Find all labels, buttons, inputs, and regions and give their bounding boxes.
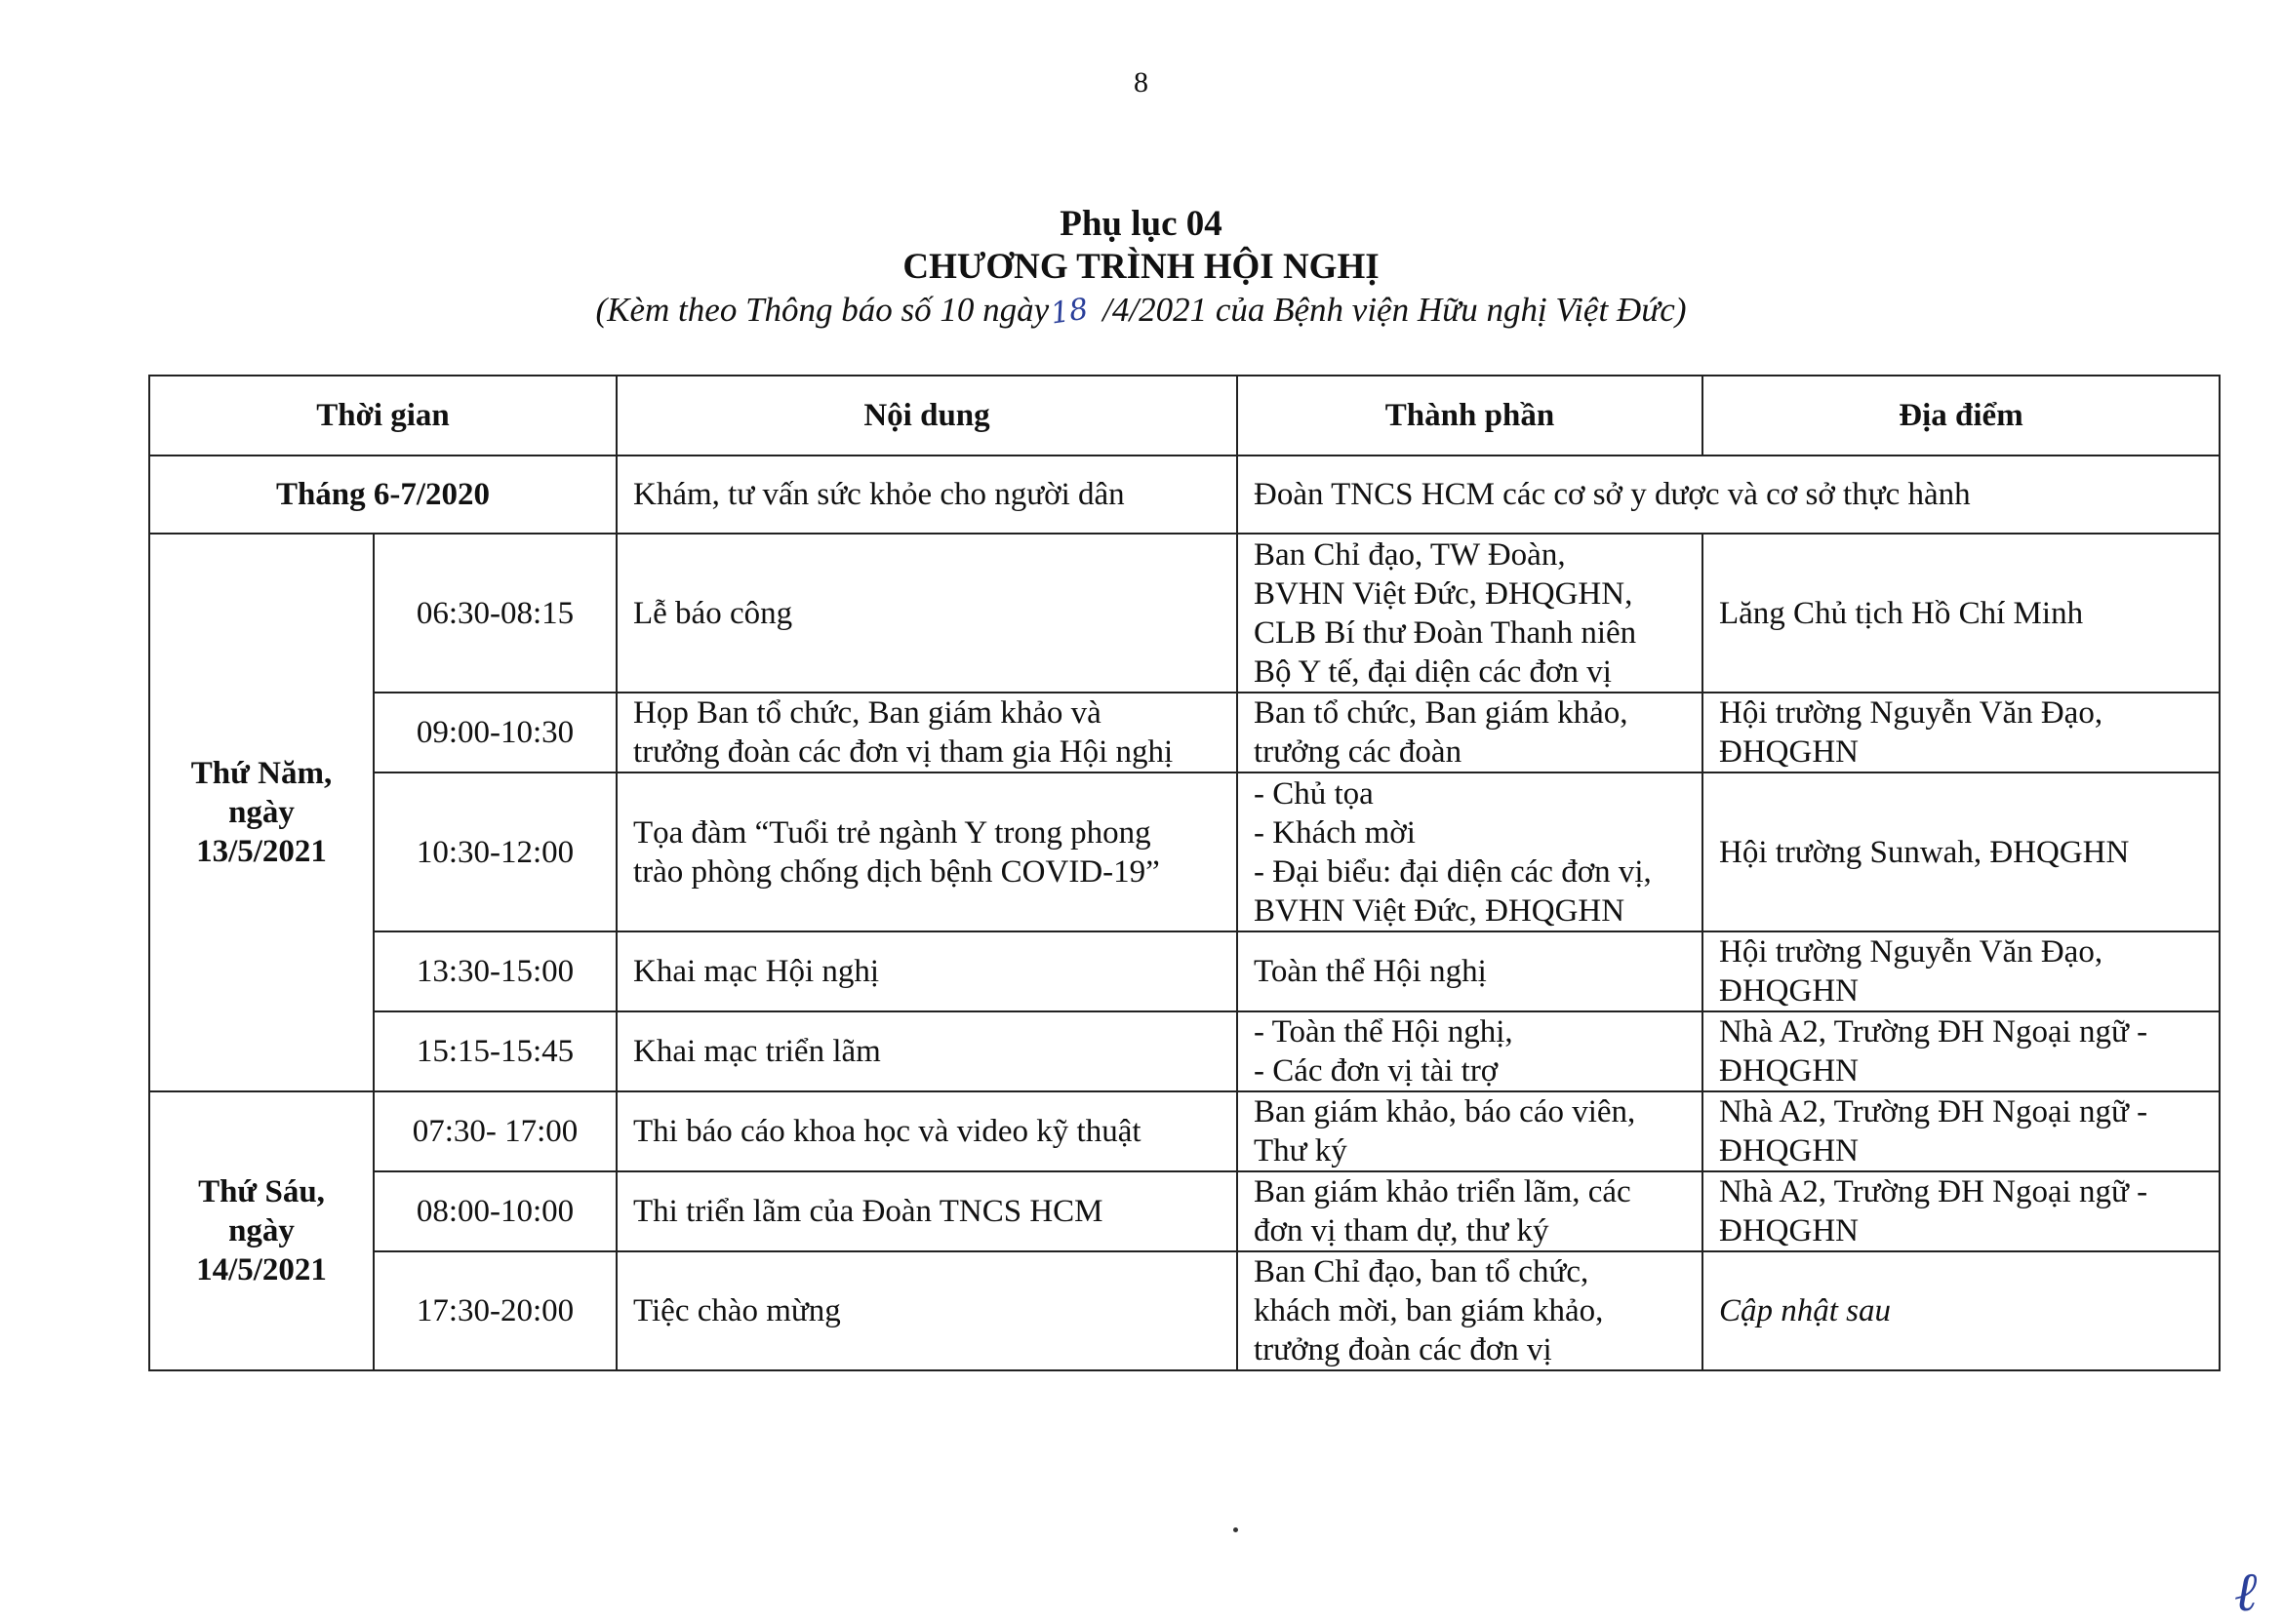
participants-line: Ban giám khảo triển lãm, các	[1254, 1174, 1631, 1209]
participants-cell	[1237, 693, 1702, 772]
location-cell	[1702, 1011, 2220, 1091]
participants-line: - Các đơn vị tài trợ	[1254, 1053, 1499, 1089]
location-cell	[1702, 534, 2220, 693]
table-row	[149, 1011, 2220, 1091]
table-row	[149, 1171, 2220, 1251]
participants-line: Toàn thể Hội nghị	[1254, 954, 1487, 989]
location-cell	[1702, 1251, 2220, 1370]
schedule-table	[148, 375, 2221, 1371]
participants-line: trưởng đoàn các đơn vị	[1254, 1332, 1552, 1367]
day-label-line: 14/5/2021	[196, 1252, 327, 1287]
time-cell: 17:30-20:00	[374, 1251, 617, 1370]
month-row	[149, 456, 2220, 534]
location-line: Hội trường Nguyễn Văn Đạo,	[1719, 934, 2103, 970]
content-cell	[617, 931, 1237, 1011]
time-cell: 08:00-10:00	[374, 1171, 617, 1251]
content-line: Thi báo cáo khoa học và video kỹ thuật	[633, 1114, 1141, 1149]
participants-line: - Chủ tọa	[1254, 775, 1374, 812]
participants-line: Ban Chỉ đạo, ban tổ chức,	[1254, 1254, 1589, 1289]
table-header-row	[149, 376, 2220, 456]
day-label-line: 13/5/2021	[196, 834, 327, 869]
document-subtitle: CHƯƠNG TRÌNH HỘI NGHỊ	[902, 247, 1380, 287]
location-line: ĐHQGHN	[1719, 1053, 1859, 1089]
content-line: Khai mạc Hội nghị	[633, 954, 880, 989]
participants-cell	[1237, 1011, 1702, 1091]
header-participants: Thành phần	[1237, 376, 1702, 456]
participants-cell	[1237, 1091, 1702, 1171]
content-cell	[617, 1171, 1237, 1251]
table-row	[149, 534, 2220, 693]
participants-line: trưởng các đoàn	[1254, 734, 1462, 770]
document-title: Phụ lục 04	[1060, 204, 1222, 244]
time-cell: 10:30-12:00	[374, 772, 617, 931]
location-line: Nhà A2, Trường ĐH Ngoại ngữ -	[1719, 1094, 2148, 1129]
location-cell	[1702, 1171, 2220, 1251]
participants-cell	[1237, 1251, 1702, 1370]
header-time: Thời gian	[149, 376, 617, 456]
table-row	[149, 693, 2220, 772]
participants-line: Ban Chỉ đạo, TW Đoàn,	[1254, 536, 1566, 573]
participants-line: Bộ Y tế, đại diện các đơn vị	[1254, 654, 1612, 690]
content-line: trào phòng chống dịch bệnh COVID-19”	[633, 853, 1160, 890]
participants-line: Thư ký	[1254, 1133, 1347, 1168]
initials-mark: ℓ	[2234, 1561, 2258, 1624]
day-label-line: ngày	[228, 795, 295, 830]
participants-cell	[1237, 931, 1702, 1011]
header-content: Nội dung	[617, 376, 1237, 456]
participants-cell	[1237, 1171, 1702, 1251]
month-participants-cell: Đoàn TNCS HCM các cơ sở y dược và cơ sở thực hành	[1237, 456, 2220, 534]
content-line: Tọa đàm “Tuổi trẻ ngành Y trong phong	[633, 814, 1151, 851]
document-reference-note	[0, 291, 2282, 330]
location-cell	[1702, 931, 2220, 1011]
location-cell	[1702, 772, 2220, 931]
day-label-cell	[149, 534, 374, 1091]
location-line: Cập nhật sau	[1719, 1293, 1892, 1328]
content-cell	[617, 1251, 1237, 1370]
content-line: trưởng đoàn các đơn vị tham gia Hội nghị	[633, 734, 1174, 770]
content-line: Lễ báo công	[633, 595, 793, 631]
location-line: Hội trường Sunwah, ĐHQGHN	[1719, 834, 2130, 870]
time-cell: 06:30-08:15	[374, 534, 617, 693]
content-line: Tiệc chào mừng	[633, 1293, 841, 1328]
day-label-line: ngày	[228, 1213, 295, 1248]
time-cell: 15:15-15:45	[374, 1011, 617, 1091]
table-row	[149, 772, 2220, 931]
location-line: Nhà A2, Trường ĐH Ngoại ngữ -	[1719, 1014, 2148, 1050]
table-row	[149, 1091, 2220, 1171]
day-label-line: Thứ Năm,	[190, 756, 333, 791]
time-cell: 13:30-15:00	[374, 931, 617, 1011]
location-cell	[1702, 693, 2220, 772]
participants-line: CLB Bí thư Đoàn Thanh niên	[1254, 614, 1637, 651]
participants-cell	[1237, 772, 1702, 931]
stray-mark	[1233, 1527, 1238, 1532]
table-row	[149, 931, 2220, 1011]
content-cell	[617, 772, 1237, 931]
handwritten-day: 18	[1048, 292, 1091, 332]
participants-line: - Khách mời	[1254, 814, 1416, 851]
header-location: Địa điểm	[1702, 376, 2220, 456]
reference-note-suffix: /4/2021 của Bệnh viện Hữu nghị Việt Đức)	[1094, 291, 1687, 329]
location-cell	[1702, 1091, 2220, 1171]
content-line: Họp Ban tổ chức, Ban giám khảo và	[633, 695, 1101, 731]
location-line: ĐHQGHN	[1719, 973, 1859, 1009]
content-line: Thi triển lãm của Đoàn TNCS HCM	[633, 1194, 1103, 1229]
location-line: ĐHQGHN	[1719, 1133, 1859, 1168]
participants-line: BVHN Việt Đức, ĐHQGHN	[1254, 892, 1625, 929]
participants-line: đơn vị tham dự, thư ký	[1254, 1213, 1549, 1248]
location-line: Hội trường Nguyễn Văn Đạo,	[1719, 695, 2103, 731]
location-line: Nhà A2, Trường ĐH Ngoại ngữ -	[1719, 1174, 2148, 1209]
content-cell	[617, 1091, 1237, 1171]
table-row	[149, 1251, 2220, 1370]
day-label-line: Thứ Sáu,	[198, 1174, 325, 1209]
location-line: ĐHQGHN	[1719, 1213, 1859, 1248]
location-line: ĐHQGHN	[1719, 734, 1859, 770]
participants-cell	[1237, 534, 1702, 693]
day-label-cell	[149, 1091, 374, 1370]
time-cell: 09:00-10:30	[374, 693, 617, 772]
participants-line: - Đại biểu: đại diện các đơn vị,	[1254, 853, 1652, 890]
content-cell	[617, 1011, 1237, 1091]
month-content-cell: Khám, tư vấn sức khỏe cho người dân	[617, 456, 1237, 534]
time-cell: 07:30- 17:00	[374, 1091, 617, 1171]
content-cell	[617, 534, 1237, 693]
page-number: 8	[1134, 66, 1148, 99]
participants-line: khách mời, ban giám khảo,	[1254, 1293, 1604, 1328]
month-time-cell: Tháng 6-7/2020	[149, 456, 617, 534]
content-cell	[617, 693, 1237, 772]
participants-line: Ban giám khảo, báo cáo viên,	[1254, 1094, 1636, 1129]
location-line: Lăng Chủ tịch Hồ Chí Minh	[1719, 595, 2084, 631]
participants-line: - Toàn thể Hội nghị,	[1254, 1014, 1513, 1050]
participants-line: BVHN Việt Đức, ĐHQGHN,	[1254, 575, 1633, 612]
participants-line: Ban tổ chức, Ban giám khảo,	[1254, 695, 1628, 731]
reference-note-prefix: (Kèm theo Thông báo số 10 ngày	[595, 291, 1050, 329]
content-line: Khai mạc triển lãm	[633, 1034, 881, 1069]
